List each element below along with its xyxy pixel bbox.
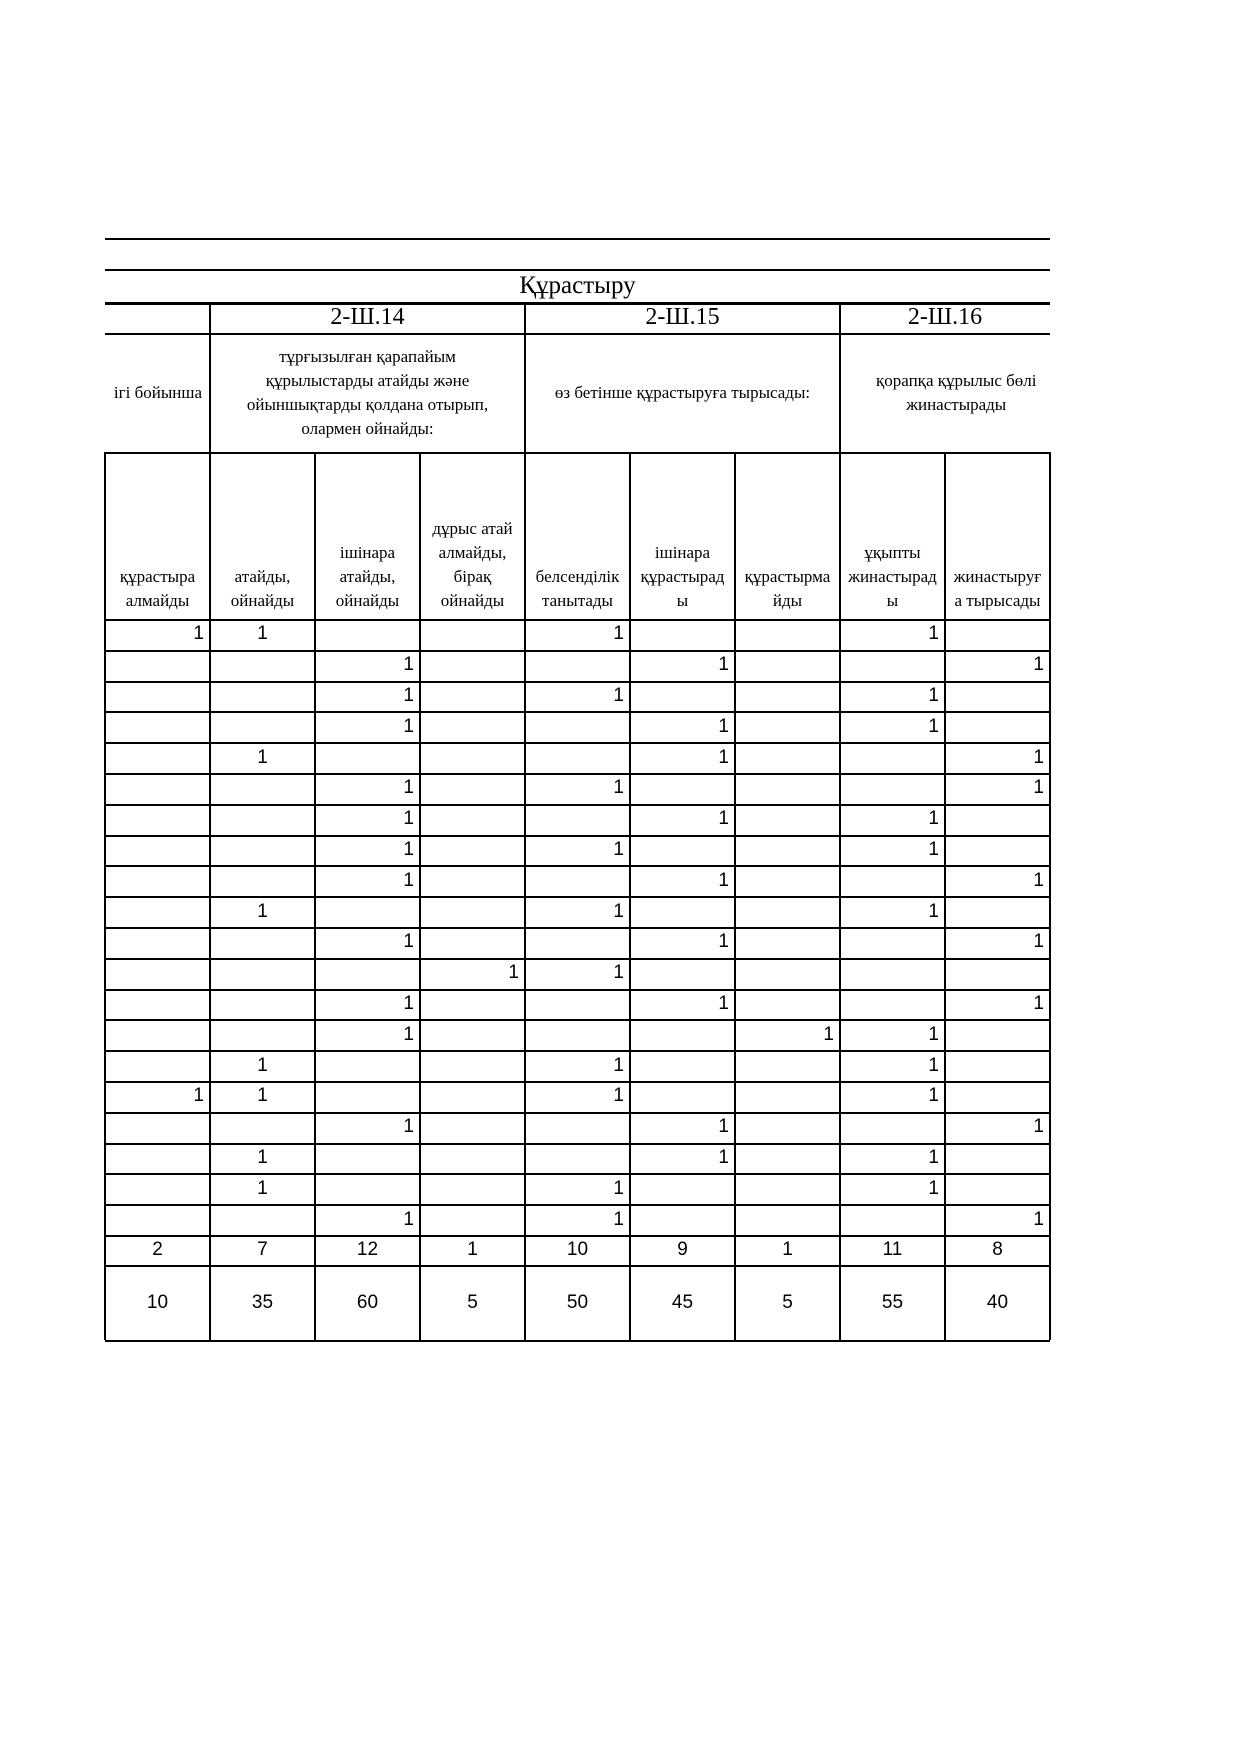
table-cell: 1 — [718, 931, 729, 953]
table-cell: 1 — [718, 746, 729, 768]
table-cell: 1 — [1033, 777, 1044, 799]
table-cell — [840, 650, 945, 681]
table-cell — [525, 804, 630, 835]
table-cell — [105, 1019, 210, 1050]
table-cell: 1 — [257, 1146, 268, 1168]
table-cell: 1 — [613, 623, 624, 645]
table-cell — [105, 1173, 210, 1204]
table-cell: 1 — [928, 684, 939, 706]
table-cell: 1 — [928, 838, 939, 860]
table-cell — [315, 896, 420, 927]
group-description: өз бетінше құрастыруға тырысады: — [554, 382, 811, 402]
group-description: тұрғызылған қарапайым құрылыстарды атайды және ойыншықтарды қолдана отырып, олармен ойнайды: — [246, 346, 489, 438]
table-cell — [735, 835, 840, 866]
table-cell — [630, 958, 735, 989]
table-cell — [945, 804, 1050, 835]
table-cell — [315, 1173, 420, 1204]
table-cell — [735, 958, 840, 989]
total-cell: 1 — [467, 1239, 478, 1260]
column-header: ішінара атайды, ойнайды — [335, 543, 400, 610]
table-cell — [840, 958, 945, 989]
table-cell — [735, 1050, 840, 1081]
table-cell — [840, 989, 945, 1020]
table-cell — [105, 896, 210, 927]
table-cell — [525, 927, 630, 958]
table-cell — [105, 742, 210, 773]
table-cell: 1 — [403, 808, 414, 830]
table-cell — [420, 1112, 525, 1143]
table-cell — [525, 865, 630, 896]
table-cell — [840, 773, 945, 804]
table-cell — [420, 742, 525, 773]
table-cell — [735, 1112, 840, 1143]
table-cell: 1 — [718, 869, 729, 891]
table-cell: 1 — [718, 992, 729, 1014]
group-code: 2-Ш.16 — [907, 304, 983, 330]
table-cell: 1 — [613, 1208, 624, 1230]
table-cell — [210, 650, 315, 681]
table-cell: 1 — [928, 808, 939, 830]
table-cell: 1 — [928, 623, 939, 645]
table-cell: 1 — [928, 1177, 939, 1199]
table-cell — [525, 1019, 630, 1050]
table-cell — [420, 804, 525, 835]
percent-cell: 60 — [356, 1291, 379, 1313]
table-cell: 1 — [257, 1054, 268, 1076]
table-cell — [210, 1019, 315, 1050]
table-cell — [945, 711, 1050, 742]
total-cell: 2 — [152, 1239, 163, 1260]
table-cell: 1 — [928, 1054, 939, 1076]
table-cell — [315, 958, 420, 989]
table-cell — [735, 1173, 840, 1204]
table-cell: 1 — [928, 1023, 939, 1045]
group-description: қорапқа құрылыс бөлі жинастырады — [876, 370, 1037, 414]
column-header: атайды, ойнайды — [230, 567, 295, 610]
table-cell: 1 — [1033, 1208, 1044, 1230]
table-cell — [945, 681, 1050, 712]
table-cell — [525, 1112, 630, 1143]
table-cell — [315, 742, 420, 773]
table-cell: 1 — [613, 1054, 624, 1076]
table-cell — [525, 650, 630, 681]
table-cell: 1 — [403, 684, 414, 706]
table-cell — [210, 835, 315, 866]
table-cell: 1 — [613, 838, 624, 860]
table-cell — [210, 927, 315, 958]
table-cell: 1 — [257, 1085, 268, 1107]
table-cell — [105, 1112, 210, 1143]
table-cell — [315, 1143, 420, 1174]
table-cell — [945, 1050, 1050, 1081]
table-cell — [420, 711, 525, 742]
group-code: 2-Ш.15 — [645, 304, 720, 330]
table-cell — [105, 711, 210, 742]
table-cell: 1 — [1033, 931, 1044, 953]
table-cell — [945, 835, 1050, 866]
table-cell: 1 — [718, 715, 729, 737]
table-cell — [630, 896, 735, 927]
table-cell — [735, 989, 840, 1020]
column-header: жинастыруғ а тырысады — [953, 567, 1042, 610]
table-cell — [105, 650, 210, 681]
table-cell: 1 — [613, 900, 624, 922]
table-cell — [945, 958, 1050, 989]
column-header: ұқыпты жинастырад ы — [848, 543, 937, 610]
grid-line — [105, 1340, 1050, 1342]
total-cell: 11 — [882, 1239, 903, 1260]
table-cell: 1 — [1033, 992, 1044, 1014]
table-cell: 1 — [403, 869, 414, 891]
table-cell — [735, 865, 840, 896]
table-cell — [630, 1081, 735, 1112]
table-cell — [945, 896, 1050, 927]
table-cell: 1 — [403, 777, 414, 799]
table-cell — [210, 1204, 315, 1235]
table-cell: 1 — [403, 931, 414, 953]
table-cell — [420, 650, 525, 681]
total-cell: 8 — [992, 1239, 1003, 1260]
table-cell: 1 — [403, 715, 414, 737]
table-cell: 1 — [928, 1085, 939, 1107]
table-cell — [840, 1204, 945, 1235]
table-cell: 1 — [718, 1116, 729, 1138]
table-cell: 1 — [718, 654, 729, 676]
table-cell — [105, 927, 210, 958]
table-cell — [840, 1112, 945, 1143]
table-cell — [735, 1081, 840, 1112]
table-cell — [735, 619, 840, 650]
table-cell — [210, 804, 315, 835]
table-cell — [525, 1143, 630, 1174]
grid-line — [105, 238, 1050, 240]
column-header: құрастырма йды — [744, 567, 831, 610]
table-cell — [210, 773, 315, 804]
table-cell — [210, 681, 315, 712]
table-cell: 1 — [1033, 1116, 1044, 1138]
table-cell — [420, 681, 525, 712]
table-cell: 1 — [403, 838, 414, 860]
table-cell: 1 — [257, 623, 268, 645]
table-cell — [105, 1143, 210, 1174]
table-cell — [630, 773, 735, 804]
table-cell: 1 — [508, 962, 519, 984]
table-cell: 1 — [403, 654, 414, 676]
percent-cell: 50 — [566, 1291, 589, 1313]
table-cell — [420, 773, 525, 804]
table-cell: 1 — [403, 1116, 414, 1138]
group-code — [105, 302, 210, 333]
group-description: ігі бойынша — [113, 382, 202, 402]
table-cell — [105, 1050, 210, 1081]
table-cell — [420, 1019, 525, 1050]
table-cell — [735, 681, 840, 712]
table-cell — [105, 865, 210, 896]
column-header: ішінара құрастырад ы — [640, 543, 725, 610]
table-cell — [735, 650, 840, 681]
table-cell — [105, 773, 210, 804]
table-cell — [630, 835, 735, 866]
table-cell — [630, 1173, 735, 1204]
table-cell: 1 — [613, 962, 624, 984]
total-cell: 10 — [566, 1239, 589, 1260]
table-cell — [420, 896, 525, 927]
table-cell — [735, 1143, 840, 1174]
table-cell: 1 — [613, 1085, 624, 1107]
table-cell: 1 — [613, 1177, 624, 1199]
table-cell — [840, 927, 945, 958]
table-cell: 1 — [1033, 654, 1044, 676]
table-cell — [840, 865, 945, 896]
table-cell: 1 — [1033, 746, 1044, 768]
table-cell — [105, 835, 210, 866]
percent-cell: 35 — [251, 1291, 274, 1313]
total-cell: 12 — [356, 1239, 379, 1260]
column-header: дұрыс атай алмайды, бірақ ойнайды — [432, 519, 513, 610]
table-cell — [210, 1112, 315, 1143]
table-cell — [210, 989, 315, 1020]
table-cell: 1 — [823, 1023, 834, 1045]
table-cell — [105, 804, 210, 835]
table-cell — [315, 1081, 420, 1112]
table-cell — [945, 1173, 1050, 1204]
table-cell — [420, 1173, 525, 1204]
percent-cell: 5 — [782, 1291, 793, 1313]
table-cell — [420, 619, 525, 650]
table-cell — [945, 619, 1050, 650]
table-cell — [525, 989, 630, 1020]
table-cell: 1 — [613, 777, 624, 799]
table-cell — [420, 1081, 525, 1112]
percent-cell: 5 — [467, 1291, 478, 1313]
table-cell — [420, 1204, 525, 1235]
percent-cell: 45 — [671, 1291, 694, 1313]
table-cell: 1 — [193, 623, 204, 645]
percent-cell: 55 — [881, 1291, 904, 1313]
table-cell — [840, 742, 945, 773]
total-cell: 7 — [257, 1239, 268, 1260]
table-cell — [210, 865, 315, 896]
table-cell: 1 — [403, 992, 414, 1014]
table-cell — [735, 1204, 840, 1235]
table-cell: 1 — [718, 808, 729, 830]
table-cell — [525, 742, 630, 773]
table-cell: 1 — [257, 746, 268, 768]
table-cell — [315, 619, 420, 650]
table-cell — [420, 927, 525, 958]
table-cell: 1 — [193, 1085, 204, 1107]
table-cell: 1 — [928, 1146, 939, 1168]
table-cell: 1 — [403, 1208, 414, 1230]
table-cell — [735, 773, 840, 804]
table-cell — [630, 619, 735, 650]
table-cell: 1 — [718, 1146, 729, 1168]
total-cell: 1 — [782, 1239, 793, 1260]
table-cell — [105, 1204, 210, 1235]
table-cell — [420, 1050, 525, 1081]
table-cell: 1 — [928, 715, 939, 737]
table-cell — [945, 1143, 1050, 1174]
table-cell: 1 — [257, 900, 268, 922]
table-cell — [630, 1050, 735, 1081]
percent-cell: 10 — [146, 1291, 169, 1313]
table-cell — [735, 927, 840, 958]
table-cell — [525, 711, 630, 742]
percent-cell: 40 — [986, 1291, 1009, 1313]
table-cell: 1 — [928, 900, 939, 922]
table-cell — [630, 1204, 735, 1235]
table-cell — [735, 896, 840, 927]
table-cell — [420, 1143, 525, 1174]
table-cell — [735, 804, 840, 835]
table-cell — [945, 1081, 1050, 1112]
total-cell: 9 — [677, 1239, 688, 1260]
table-cell — [210, 711, 315, 742]
table-cell — [735, 711, 840, 742]
table-cell: 1 — [1033, 869, 1044, 891]
table-cell: 1 — [257, 1177, 268, 1199]
table-cell: 1 — [403, 1023, 414, 1045]
table-cell — [105, 958, 210, 989]
table-cell — [945, 1019, 1050, 1050]
table-cell — [315, 1050, 420, 1081]
column-header: құрастыра алмайды — [119, 567, 196, 610]
table-cell — [105, 989, 210, 1020]
table-cell — [210, 958, 315, 989]
table-cell — [630, 1019, 735, 1050]
table-cell — [420, 989, 525, 1020]
column-header: белсенділік танытады — [535, 567, 620, 610]
table-cell — [630, 681, 735, 712]
table-cell — [420, 835, 525, 866]
table-cell: 1 — [613, 684, 624, 706]
group-code: 2-Ш.14 — [330, 304, 405, 330]
table-cell — [735, 742, 840, 773]
section-title: Құрастыру — [519, 271, 636, 299]
table-cell — [105, 681, 210, 712]
table-cell — [420, 865, 525, 896]
